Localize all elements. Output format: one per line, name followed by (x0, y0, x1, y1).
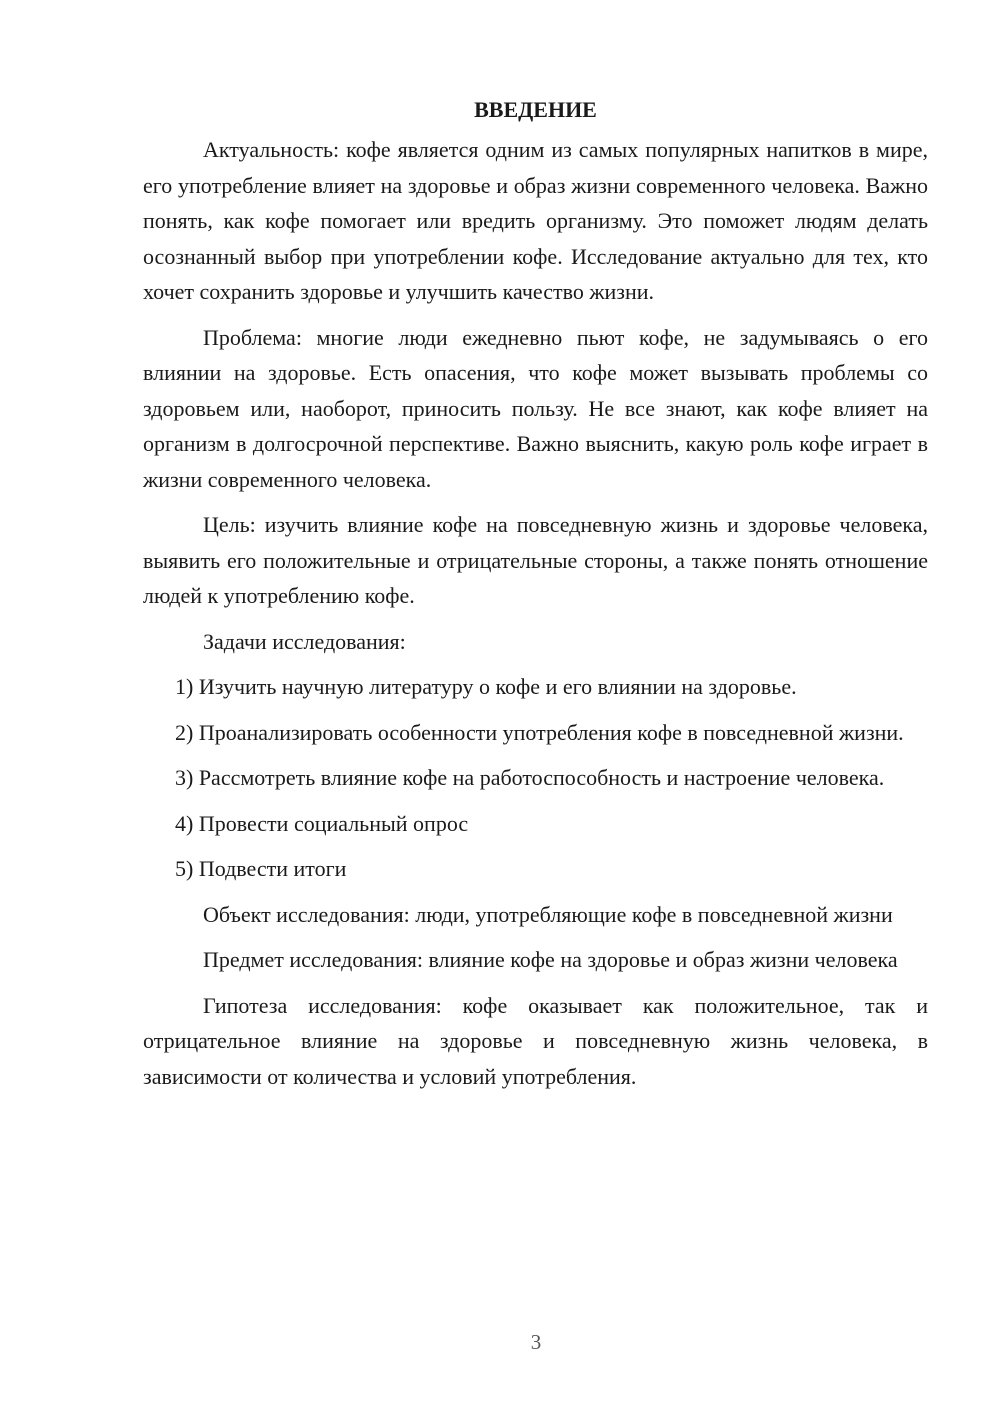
section-heading: ВВЕДЕНИЕ (474, 97, 597, 122)
paragraph-problem: Проблема: многие люди ежедневно пьют кофе, не задумываясь о его влиянии на здоровье. Есть опасения, что кофе может вызывать проблемы со здоровьем или, наоборот, приносить пользу. Не все знают, как кофе влияет на организм в долгосрочной перспективе. Важно выяснить, какую роль кофе играет в жизни современного человека. (143, 324, 928, 492)
page-number: 3 (530, 1330, 542, 1354)
paragraph-object: Объект исследования: люди, употребляющие кофе в повседневной жизни (203, 901, 893, 927)
paragraph-subject: Предмет исследования: влияние кофе на здоровье и образ жизни человека (203, 947, 898, 972)
paragraph-goal: Цель: изучить влияние кофе на повседневную жизнь и здоровье человека, выявить его положительные и отрицательные стороны, а также понять отношение людей к употреблению кофе. (143, 512, 928, 608)
task-item: 2) Проанализировать особенности употребления кофе в повседневной жизни. (175, 719, 904, 745)
document-page (143, 92, 928, 1094)
paragraph-relevance: Актуальность: кофе является одним из самых популярных напитков в мире, его употребление влияет на здоровье и образ жизни современного человека. Важно понять, как кофе помогает или вредить организму. Это поможет людям делать осознанный выбор при употреблении кофе. Исследование актуально для тех, кто хочет сохранить здоровье и улучшить качество жизни. (143, 137, 928, 304)
task-item: 4) Провести социальный опрос (175, 810, 469, 836)
tasks-heading: Задачи исследования: (203, 628, 406, 654)
task-item: 5) Подвести итоги (175, 856, 347, 881)
paragraph-hypothesis: Гипотеза исследования: кофе оказывает как положительное, так и отрицательное влияние на здоровье и повседневную жизнь человека, в зависимости от количества и условий употребления. (143, 992, 928, 1089)
task-item: 3) Рассмотреть влияние кофе на работоспособность и настроение человека. (175, 765, 885, 790)
task-item: 1) Изучить научную литературу о кофе и его влиянии на здоровье. (175, 674, 797, 699)
